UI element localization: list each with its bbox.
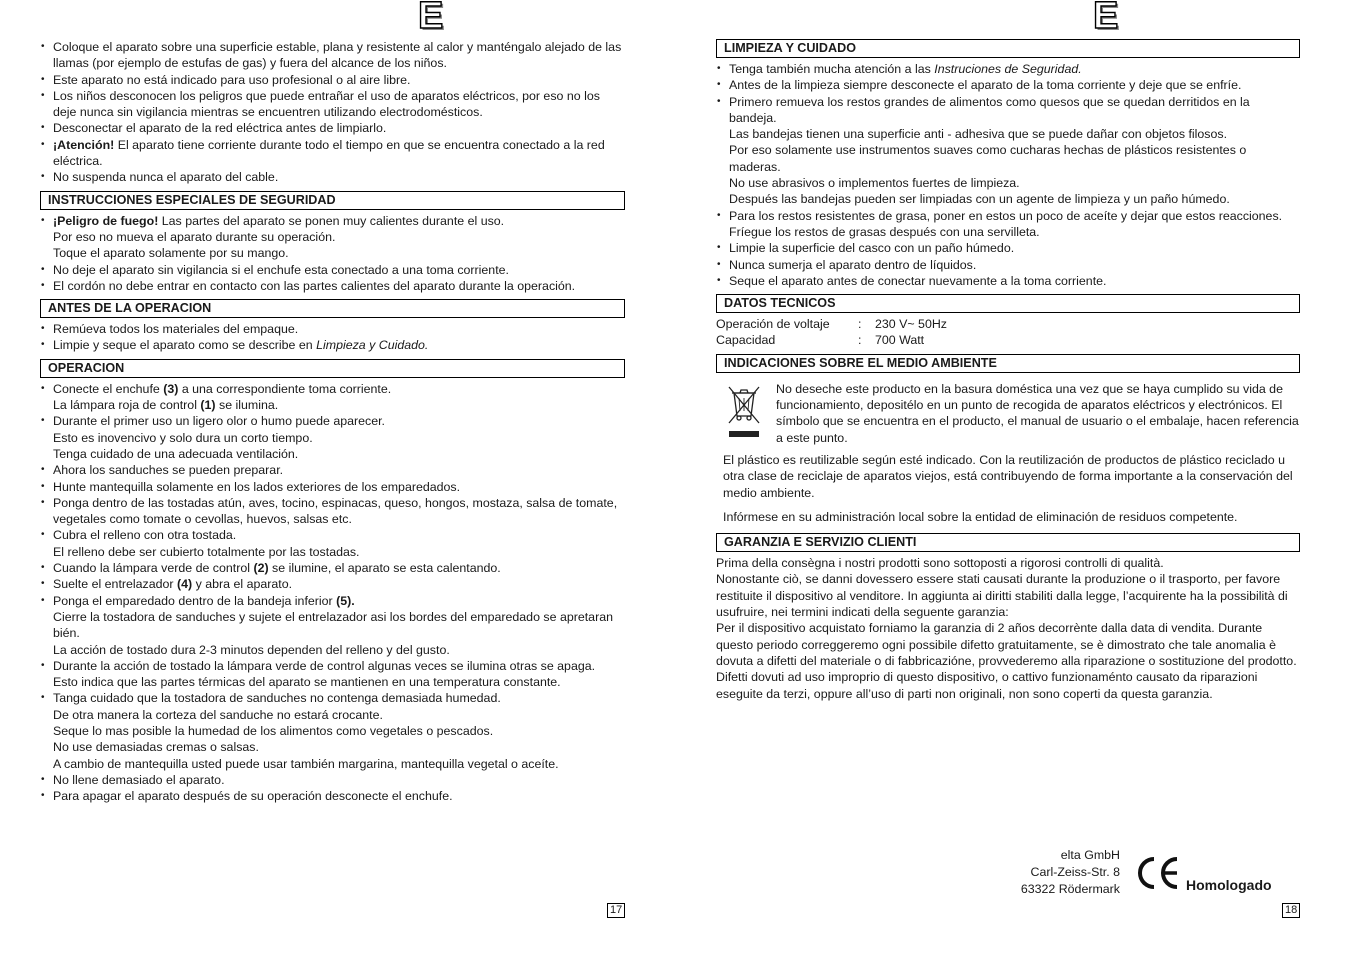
right-page-content (716, 39, 1300, 702)
list-item-text: Cuando la lámpara verde de control (53, 561, 254, 576)
list-item-text: Para apagar el aparato después de su operación desconecte el enchufe. (53, 789, 453, 804)
tech-separator: : (858, 333, 862, 348)
list-item-text: Este aparato no está indicado para uso profesional o al aire libre. (53, 72, 411, 87)
cross-reference: Limpieza y Cuidado. (316, 338, 429, 353)
list-item-text: Las partes del aparato se ponen muy calientes durante el uso. (158, 213, 505, 228)
list-item-text: Limpie la superficie del casco con un paño húmedo. (729, 241, 1015, 256)
list-item (40, 413, 625, 462)
list-item-text: Hunte mantequilla solamente en los lados exteriores de los emparedados. (53, 479, 461, 494)
language-letter: E (418, 0, 444, 37)
sub-line: Esto indica que las partes térmicas del aparato se mantienen en una temperatura constante. (53, 675, 561, 690)
list-item-text: Para los restos resistentes de grasa, poner en estos un poco de aceíte y dejar que estos reacciones. (729, 208, 1283, 223)
list-item-text: Tenga también mucha atención a las (729, 62, 935, 76)
list-item (716, 273, 1300, 289)
list-item-text: Durante la acción de tostado la lámpara verde de control algunas veces se ilumina otras se apaga. (53, 658, 596, 673)
section-title-cleaning: LIMPIEZA Y CUIDADO (716, 39, 1300, 58)
tech-value: 700 Watt (875, 333, 925, 348)
sub-line: La acción de tostado dura 2-3 minutos dependen del relleno y del gusto. (53, 642, 450, 657)
address-line: elta GmbH (1060, 848, 1120, 862)
list-item (40, 337, 625, 353)
before-operation-list (40, 321, 625, 354)
tech-label: Operación de voltaje (716, 317, 830, 332)
language-letter: E (1093, 0, 1119, 37)
sub-line-text: se ilumina. (215, 398, 279, 413)
sub-line: Esto es inovencivo y solo dura un corto tiempo. (53, 430, 313, 445)
list-item (40, 527, 625, 560)
list-item-text: Desconectar el aparato de la red eléctrica antes de limpiarlo. (53, 121, 387, 136)
tech-separator: : (858, 317, 862, 332)
recycling-paragraph: El plástico es reutilizable según esté indicado. Con la reutilización de productos de plástico reciclado u otra clase de reciclaje de aparatos viejos, está contribuyendo de forma importante a la conservación del medio ambiente. (723, 452, 1293, 500)
tech-value: 230 V~ 50Hz (875, 317, 947, 332)
list-item (40, 495, 625, 528)
warranty-paragraph: Difetti dovuti ad uso improprio di questo dispositivo, o cattivo funzionaménto causato da riparazioni eseguite da terzi, oppure all’uso di parti non originali, non sono coperti da questa garanzia. (716, 670, 1258, 701)
list-item-text: No suspenda nunca el aparato del cable. (53, 170, 279, 185)
list-item (40, 462, 625, 478)
section-title-safety: INSTRUCCIONES ESPECIALES DE SEGURIDAD (40, 191, 625, 210)
list-item (40, 576, 625, 592)
sub-line: No use demasiadas cremas o salsas. (53, 740, 259, 755)
weee-crossed-bin-icon (723, 381, 769, 439)
warranty-paragraph: Per il dispositivo acquistato forniamo la garanzia di 2 años decorrènte dalla data di vendita. Durante questo periodo correggeremo ogni possibile difetto gratuitamente, se è dimostrato che tale anomalia è dovuta a difetti del materiale o di fabbricazióne, provvederemo alla riparazione o sostituzione del prodotto. (716, 621, 1297, 668)
list-item (40, 88, 625, 121)
list-item-text: Limpie y seque el aparato como se describe en (53, 338, 317, 353)
list-item (716, 61, 1300, 77)
page-number: 17 (607, 903, 625, 918)
part-ref: (3) (163, 381, 179, 396)
list-item-text: No llene demasiado el aparato. (53, 772, 225, 787)
section-title-tech-data: DATOS TECNICOS (716, 294, 1300, 313)
sub-line: Toque el aparato solamente por su mango. (53, 246, 289, 261)
sub-line: Cierre la tostadora de sanduches y sujete el entrelazador asi los bordes del emparedado se apretaran bién. (53, 609, 613, 641)
table-row (716, 316, 947, 332)
list-item-text: Cubra el relleno con otra tostada. (53, 528, 237, 543)
page-number: 18 (1282, 903, 1300, 918)
list-item-text: Primero remueva los restos grandes de alimentos como quesos que se quedan derritidos en la bandeja. (729, 94, 1250, 125)
sub-line: Tenga cuidado de una adecuada ventilación. (53, 446, 299, 461)
punctuation: . (351, 593, 355, 608)
part-ref: (2) (253, 561, 269, 576)
section-title-operation: OPERACION (40, 359, 625, 378)
sub-line: Por eso no mueva el aparato durante su operación. (53, 229, 336, 244)
list-item (40, 321, 625, 337)
list-item (716, 257, 1300, 273)
list-item (40, 381, 625, 414)
section-title-before-operation: ANTES DE LA OPERACION (40, 299, 625, 318)
list-item-text: Durante el primer uso un ligero olor o humo puede aparecer. (53, 414, 385, 429)
list-item-text: El cordón no debe entrar en contacto con las partes calientes del aparato durante la operación. (53, 278, 576, 293)
warranty-paragraph: Nonostante ciò, se danni dovessero essere stati causati durante la produzione o il trasporto, per favore restituite il dispositivo al venditore. In aggiunta ai diritti stabiliti dalla legge, l’acquirente ha la possibilità di usufruire, nei termini indicati della seguente garanzia: (716, 572, 1288, 620)
list-item (40, 593, 625, 658)
sub-line: A cambio de mantequilla usted puede usar también margarina, mantequilla vegetal o aceíte. (53, 756, 559, 771)
list-item-text: No deje el aparato sin vigilancia si el enchufe esta conectado a una toma corriente. (53, 262, 509, 277)
list-item-text: El aparato tiene corriente durante todo el tiempo en que se encuentra conectado a la red eléctrica. (53, 137, 605, 169)
cross-reference: Instruciones de Seguridad. (934, 62, 1082, 76)
tech-label: Capacidad (716, 333, 776, 348)
homologado-label: Homologado (1186, 877, 1272, 893)
list-item (40, 213, 625, 262)
list-item (40, 39, 625, 72)
warning-label: ¡Peligro de fuego! (53, 213, 159, 228)
list-item (40, 772, 625, 788)
section-title-environment: INDICACIONES SOBRE EL MEDIO AMBIENTE (716, 354, 1300, 373)
sub-line: El relleno debe ser cubierto totalmente por las tostadas. (53, 544, 360, 559)
list-item-text: Coloque el aparato sobre una superficie estable, plana y resistente al calor y manténgalo alejado de las llamas (por ejemplo de estufas de gas) y fuera del alcance de los niños. (53, 40, 622, 71)
list-item (40, 137, 625, 170)
list-item-text: Ponga el emparedado dentro de la bandeja inferior (53, 593, 337, 608)
address-line: Carl-Zeiss-Str. 8 (1030, 865, 1120, 879)
sub-line: Las bandejas tienen una superficie anti - adhesiva que se puede dañar con objetos filosos. (729, 127, 1228, 142)
list-item (40, 690, 625, 771)
sub-line: Por eso solamente use instrumentos suaves como cucharas hechas de plásticos resistentes o maderas. (729, 143, 1247, 174)
list-item-text: y abra el aparato. (192, 577, 293, 592)
list-item-text: Nunca sumerja el aparato dentro de líquidos. (729, 257, 977, 272)
sub-line: Seque lo mas posible la humedad de los alimentos como vegetales o pescados. (53, 723, 494, 738)
list-item (40, 262, 625, 278)
sub-line-text: La lámpara roja de control (53, 398, 201, 413)
list-item (716, 240, 1300, 256)
cleaning-list (716, 61, 1300, 289)
list-item (40, 120, 625, 136)
part-ref: (4) (177, 577, 193, 592)
part-ref: (5) (336, 593, 352, 608)
tech-data-table (716, 316, 947, 349)
left-page-content (40, 39, 625, 804)
sub-line: Después las bandejas pueden ser limpiadas con un agente de limpieza y un paño húmedo. (729, 192, 1230, 207)
list-item-text: a una correspondiente toma corriente. (178, 381, 392, 396)
list-item-text: Remúeva todos los materiales del empaque. (53, 322, 299, 337)
list-item (716, 94, 1300, 208)
list-item-text: Suelte el entrelazador (53, 577, 177, 592)
intro-safety-list (40, 39, 625, 186)
warning-label: ¡Atención! (53, 137, 115, 152)
list-item-text: Los niños desconocen los peligros que puede entrañar el uso de aparatos eléctricos, por eso no los deje nunca sin vigilancia mientras se encuentren utilizando electrodomésticos. (53, 88, 600, 120)
environment-text: No deseche este producto en la basura doméstica una vez que se haya cumplido su vida de funcionamiento, depositélo en un punto de recogida de aparatos eléctricos y electrónicos. El símbolo que se encuentra en el producto, el manual de usuario o el embalaje, hacen referencia a este punto. (776, 381, 1299, 445)
list-item-text: Conecte el enchufe (53, 381, 164, 396)
list-item-text: Ponga dentro de las tostadas atún, aves, tocino, espinacas, queso, hongos, mostaza, salsa de tomate, vegetales como tomate o cevollas, huevos, salsas etc. (53, 495, 618, 527)
table-row (716, 332, 947, 348)
list-item (40, 72, 625, 88)
section-title-warranty: GARANZIA E SERVIZIO CLIENTI (716, 533, 1300, 552)
safety-list (40, 213, 625, 294)
sub-line: De otra manera la corteza del sanduche no estará crocante. (53, 707, 383, 722)
list-item-text: Tanga cuidado que la tostadora de sanduches no contenga demasiada humedad. (53, 691, 501, 706)
list-item-text: Antes de la limpieza siempre desconecte el aparato de la toma corriente y deje que se enfríe. (729, 78, 1242, 93)
sub-line (53, 397, 625, 413)
list-item (716, 77, 1300, 93)
list-item (716, 208, 1300, 241)
part-ref: (1) (200, 398, 216, 413)
list-item-text: Ahora los sanduches se pueden preparar. (53, 463, 284, 478)
list-item (40, 278, 625, 294)
sub-line: No use abrasivos o implementos fuertes de limpieza. (729, 176, 1020, 191)
local-authority-paragraph: Infórmese en su administración local sobre la entidad de eliminación de residuos competente. (723, 509, 1238, 524)
list-item (40, 479, 625, 495)
warranty-paragraph: Prima della consègna i nostri prodotti sono sottoposti a rigorosi controlli di qualità. (716, 556, 1164, 571)
list-item (40, 788, 625, 804)
ce-mark-icon (1135, 855, 1181, 895)
environment-notice (723, 381, 1300, 446)
list-item-text: Seque el aparato antes de conectar nuevamente a la toma corriente. (729, 273, 1107, 288)
list-item (40, 560, 625, 576)
company-address (990, 847, 1120, 898)
list-item-text: se ilumine, el aparato se esta calentando. (268, 561, 501, 576)
address-line: 63322 Rödermark (1020, 882, 1120, 896)
operation-list (40, 381, 625, 805)
warranty-text (716, 555, 1300, 702)
list-item (40, 658, 625, 691)
list-item (40, 169, 625, 185)
sub-line: Fríegue los restos de grasas después con una servilleta. (729, 224, 1040, 239)
